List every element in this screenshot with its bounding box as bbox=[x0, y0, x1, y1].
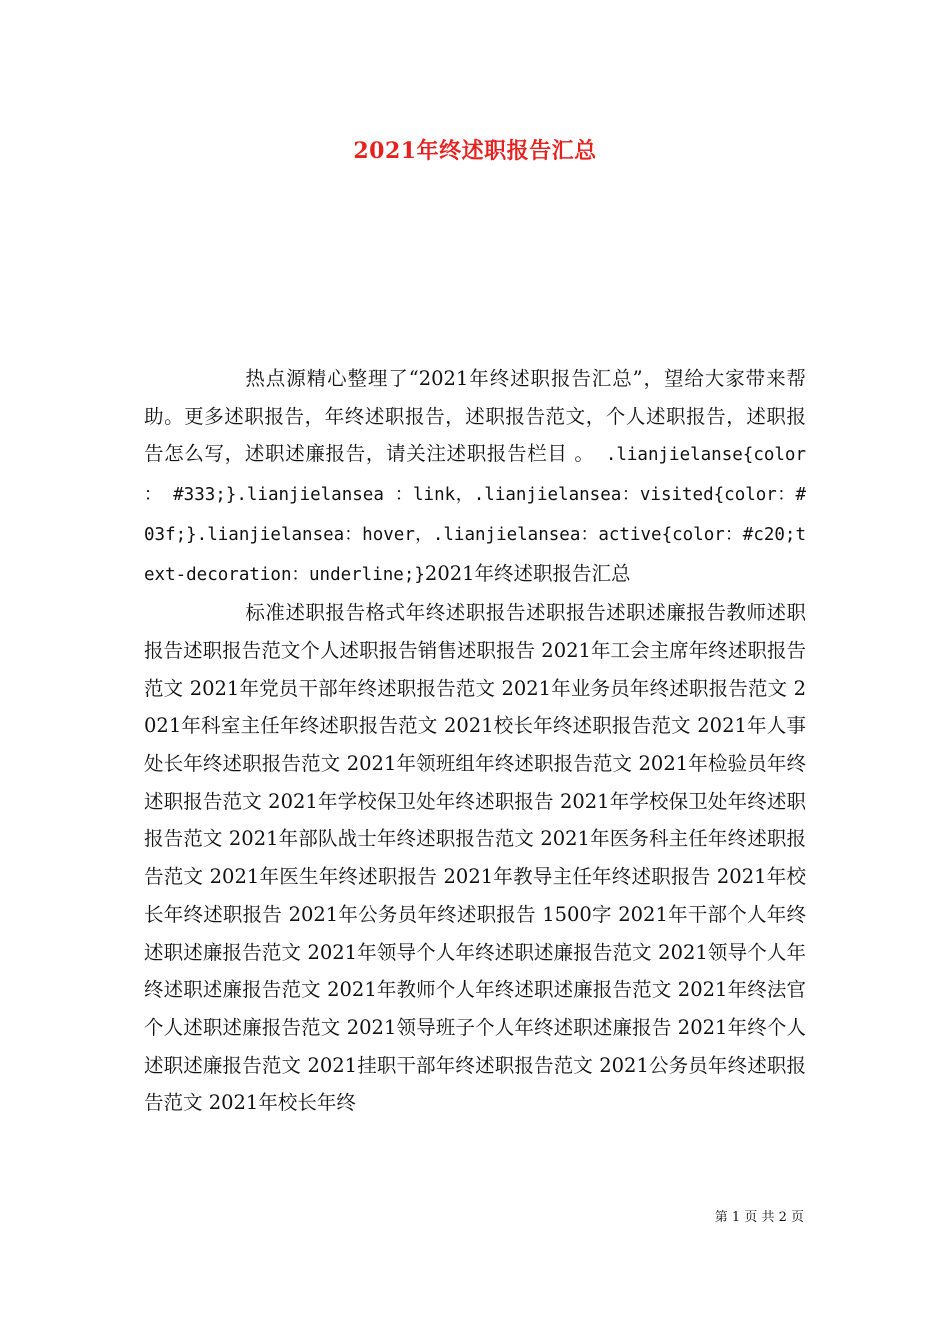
intro-text: 热点源精心整理了“2021年终述职报告汇总”，望给大家带来帮助。更多述职报告，年终述职报告，述职报告范文，个人述职报告，述职报告怎么写，述职述廉报告，请关注述职报告栏目 。 bbox=[144, 367, 806, 466]
document-body bbox=[144, 360, 806, 1122]
intro-tail-text: 2021年终述职报告汇总 bbox=[424, 561, 631, 585]
page-indicator: 第 1 页 共 2 页 bbox=[714, 1210, 804, 1225]
document-title: 2021年终述职报告汇总 bbox=[353, 138, 597, 164]
embedded-css-text: .lianjielanse{color ： #333;}.lianjielansea ：link，.lianjielansea：visited{color：#03f;}.lianjielansea：hover，.lianjielansea：active{color：#c20;text-decoration：underline;} bbox=[144, 445, 806, 585]
intro-paragraph bbox=[144, 360, 806, 594]
list-paragraph: 标准述职报告格式年终述职报告述职报告述职述廉报告教师述职报告述职报告范文个人述职报告销售述职报告 2021年工会主席年终述职报告范文 2021年党员干部年终述职报告范文 2021年业务员年终述职报告范文 2021年科室主任年终述职报告范文 2021校长年终述职报告范文 2021年人事处长年终述职报告范文 2021年领班组年终述职报告范文 2021年检验员年终述职报告范文 2021年学校保卫处年终述职报告 2021年学校保卫处年终述职报告范文 2021年部队战士年终述职报告范文 2021年医务科主任年终述职报告范文 2021年医生年终述职报告 2021年教导主任年终述职报告 2021年校长年终述职报告 2021年公务员年终述职报告 1500字 2021年干部个人年终述职述廉报告范文 2021年领导个人年终述职述廉报告范文 2021领导个人年终述职述廉报告范文 2021年教师个人年终述职述廉报告范文 2021年终法官个人述职述廉报告范文 2021领导班子个人年终述职述廉报告 2021年终个人述职述廉报告范文 2021挂职干部年终述职报告范文 2021公务员年终述职报告范文 2021年校长年终 bbox=[144, 601, 806, 1115]
